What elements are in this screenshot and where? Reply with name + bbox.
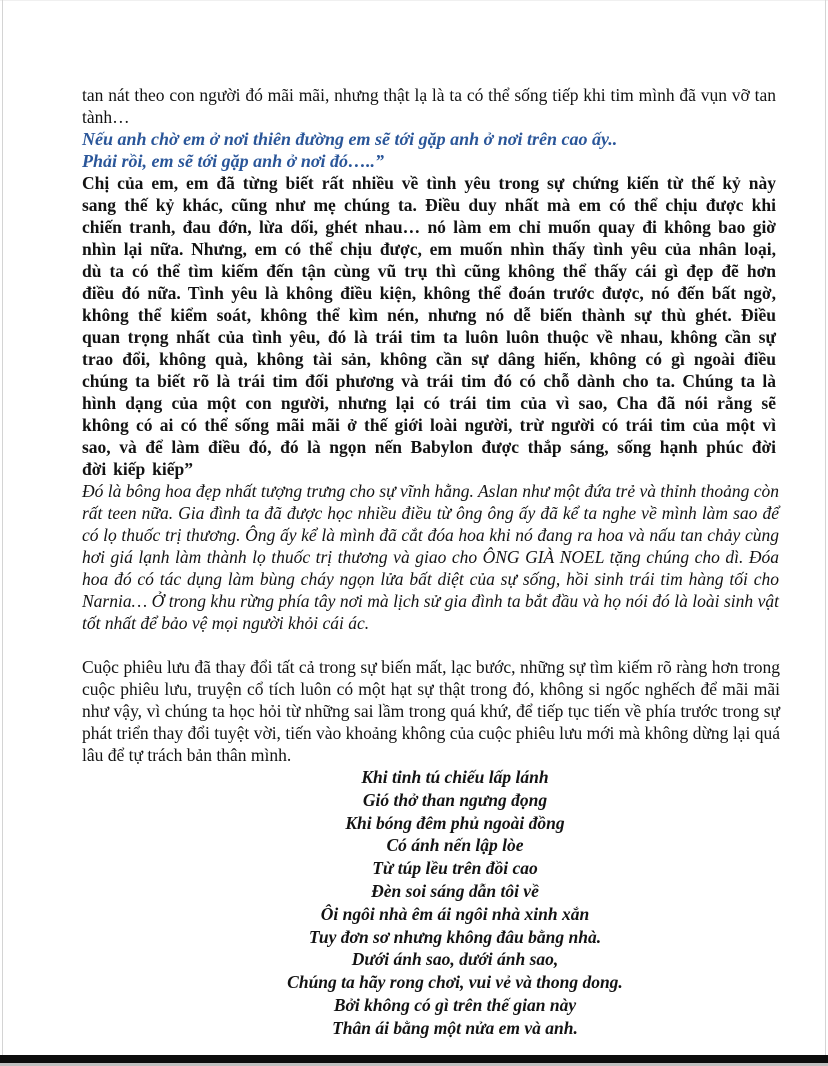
poem-line-7: Ôi ngôi nhà êm ái ngôi nhà xinh xắn <box>320 903 590 924</box>
poem-line-4: Có ánh nến lập lòe <box>386 835 524 856</box>
bottom-scan-bar <box>0 1055 828 1063</box>
lyric-quote-line-1: Nếu anh chờ em ở nơi thiên đường em sẽ tới gặp anh ở nơi trên cao ấy.. <box>82 129 618 149</box>
lyric-quote-line-2: Phải rồi, em sẽ tới gặp anh ở nơi đó…..” <box>82 151 385 171</box>
poem-line-10: Chúng ta hãy rong chơi, vui vẻ và thong dong. <box>287 972 623 993</box>
poem-line-11: Bởi không có gì trên thế gian này <box>333 994 577 1015</box>
poem-line-8: Tuy đơn sơ nhưng không đâu bằng nhà. <box>308 926 602 947</box>
adventure-paragraph: Cuộc phiêu lưu đã thay đổi tất cả trong sự biến mất, lạc bước, những sự tìm kiếm rõ ràng hơn trong cuộc phiêu lưu, truyện cổ tích luôn có một hạt sự thật trong đó, không si ngốc nghếch để mãi mãi như vậy, vì chúng ta học hỏi từ những sai lầm trong quá khứ, để tiếp tục tiến về phía trước trong sự phát triển thay đổi tuyệt vời, tiến vào khoảng không của cuộc phiêu lưu mới mà không dừng lại quá lâu để tự trách bản thân mình. <box>82 657 780 765</box>
poem-line-2: Gió thở than ngưng đọng <box>362 789 548 810</box>
poem-line-1: Khi tinh tú chiếu lấp lánh <box>361 767 549 787</box>
page-left-edge <box>2 0 3 1066</box>
poem-line-12: Thân ái bằng một nửa em và anh. <box>332 1017 578 1038</box>
flower-story-paragraph: Đó là bông hoa đẹp nhất tượng trưng cho sự vĩnh hằng. Aslan như một đứa trẻ và thỉnh thoảng còn rất teen nữa. Gia đình ta đã được học nhiều điều từ ông ông ấy đã kể ta nghe về mình làm sao để có lọ thuốc trị thương. Ông ấy kể là mình đã cắt đóa hoa khi nó đang ra hoa và nấu tan chảy cùng hơi giá lạnh làm thành lọ thuốc trị thương và giao cho ÔNG GIÀ NOEL tặng chúng cho dì. Đóa hoa đó có tác dụng làm bùng cháy ngọn lửa bất diệt của sự sống, hồi sinh trái tim hàng tối cho Narnia… Ở trong khu rừng phía tây nơi mà lịch sử gia đình ta bắt đầu và họ nói đó là loài sinh vật tốt nhất để bảo vệ mọi người khỏi cái ác. <box>82 481 779 633</box>
poem-line-6: Đèn soi sáng dẫn tôi về <box>371 880 539 901</box>
poem-block <box>82 766 828 1040</box>
intro-paragraph: tan nát theo con người đó mãi mãi, nhưng thật lạ là ta có thể sống tiếp khi tim mình đã vụn vỡ tan tành… <box>82 85 776 127</box>
poem-line-5: Từ túp lều trên đồi cao <box>372 858 538 879</box>
letter-paragraph: Chị của em, em đã từng biết rất nhiều về tình yêu trong sự chứng kiến từ thế kỷ này sang thế kỷ khác, cũng như mẹ chúng ta. Điều duy nhất mà em có thể chịu được khi chiến tranh, đau đớn, lừa dối, ghét nhau… nó làm em chỉ muốn quay đi không bao giờ nhìn lại nữa. Nhưng, em có thể chịu được, em muốn nhìn thấy tình yêu của nhân loại, dù ta có thể tìm kiếm đến tận cùng vũ trụ thì cũng không thể thấy cái gì đẹp đẽ hơn điều đó nữa. Tình yêu là không điều kiện, không thể đoán trước được, nó đến bất ngờ, không thể kiểm soát, không thể kìm nén, nhưng nó dễ biến thành sự thù ghét. Điều quan trọng nhất của tình yêu, đó là trái tim ta luôn luôn thuộc về nhau, không cần sự trao đổi, không quà, không tài sản, không cần sự dâng hiến, không có gì ngoài điều chúng ta biết rõ là trái tim đối phương và trái tim đó có chỗ dành cho ta. Chúng ta là hình dạng của một con người, nhưng lại có trái tim của vì sao, Cha đã nói rằng sẽ không có ai có thể sống mãi mãi ở thế giới loài người, trừ người có trái tim của một vì sao, và để làm điều đó, đó là ngọn nến Babylon được thắp sáng, sống hạnh phúc đời đời kiếp kiếp” <box>82 173 776 479</box>
poem-line-9: Dưới ánh sao, dưới ánh sao, <box>351 949 559 970</box>
page-top-edge <box>0 0 828 1</box>
poem-line-3: Khi bóng đêm phủ ngoài đồng <box>345 812 565 833</box>
